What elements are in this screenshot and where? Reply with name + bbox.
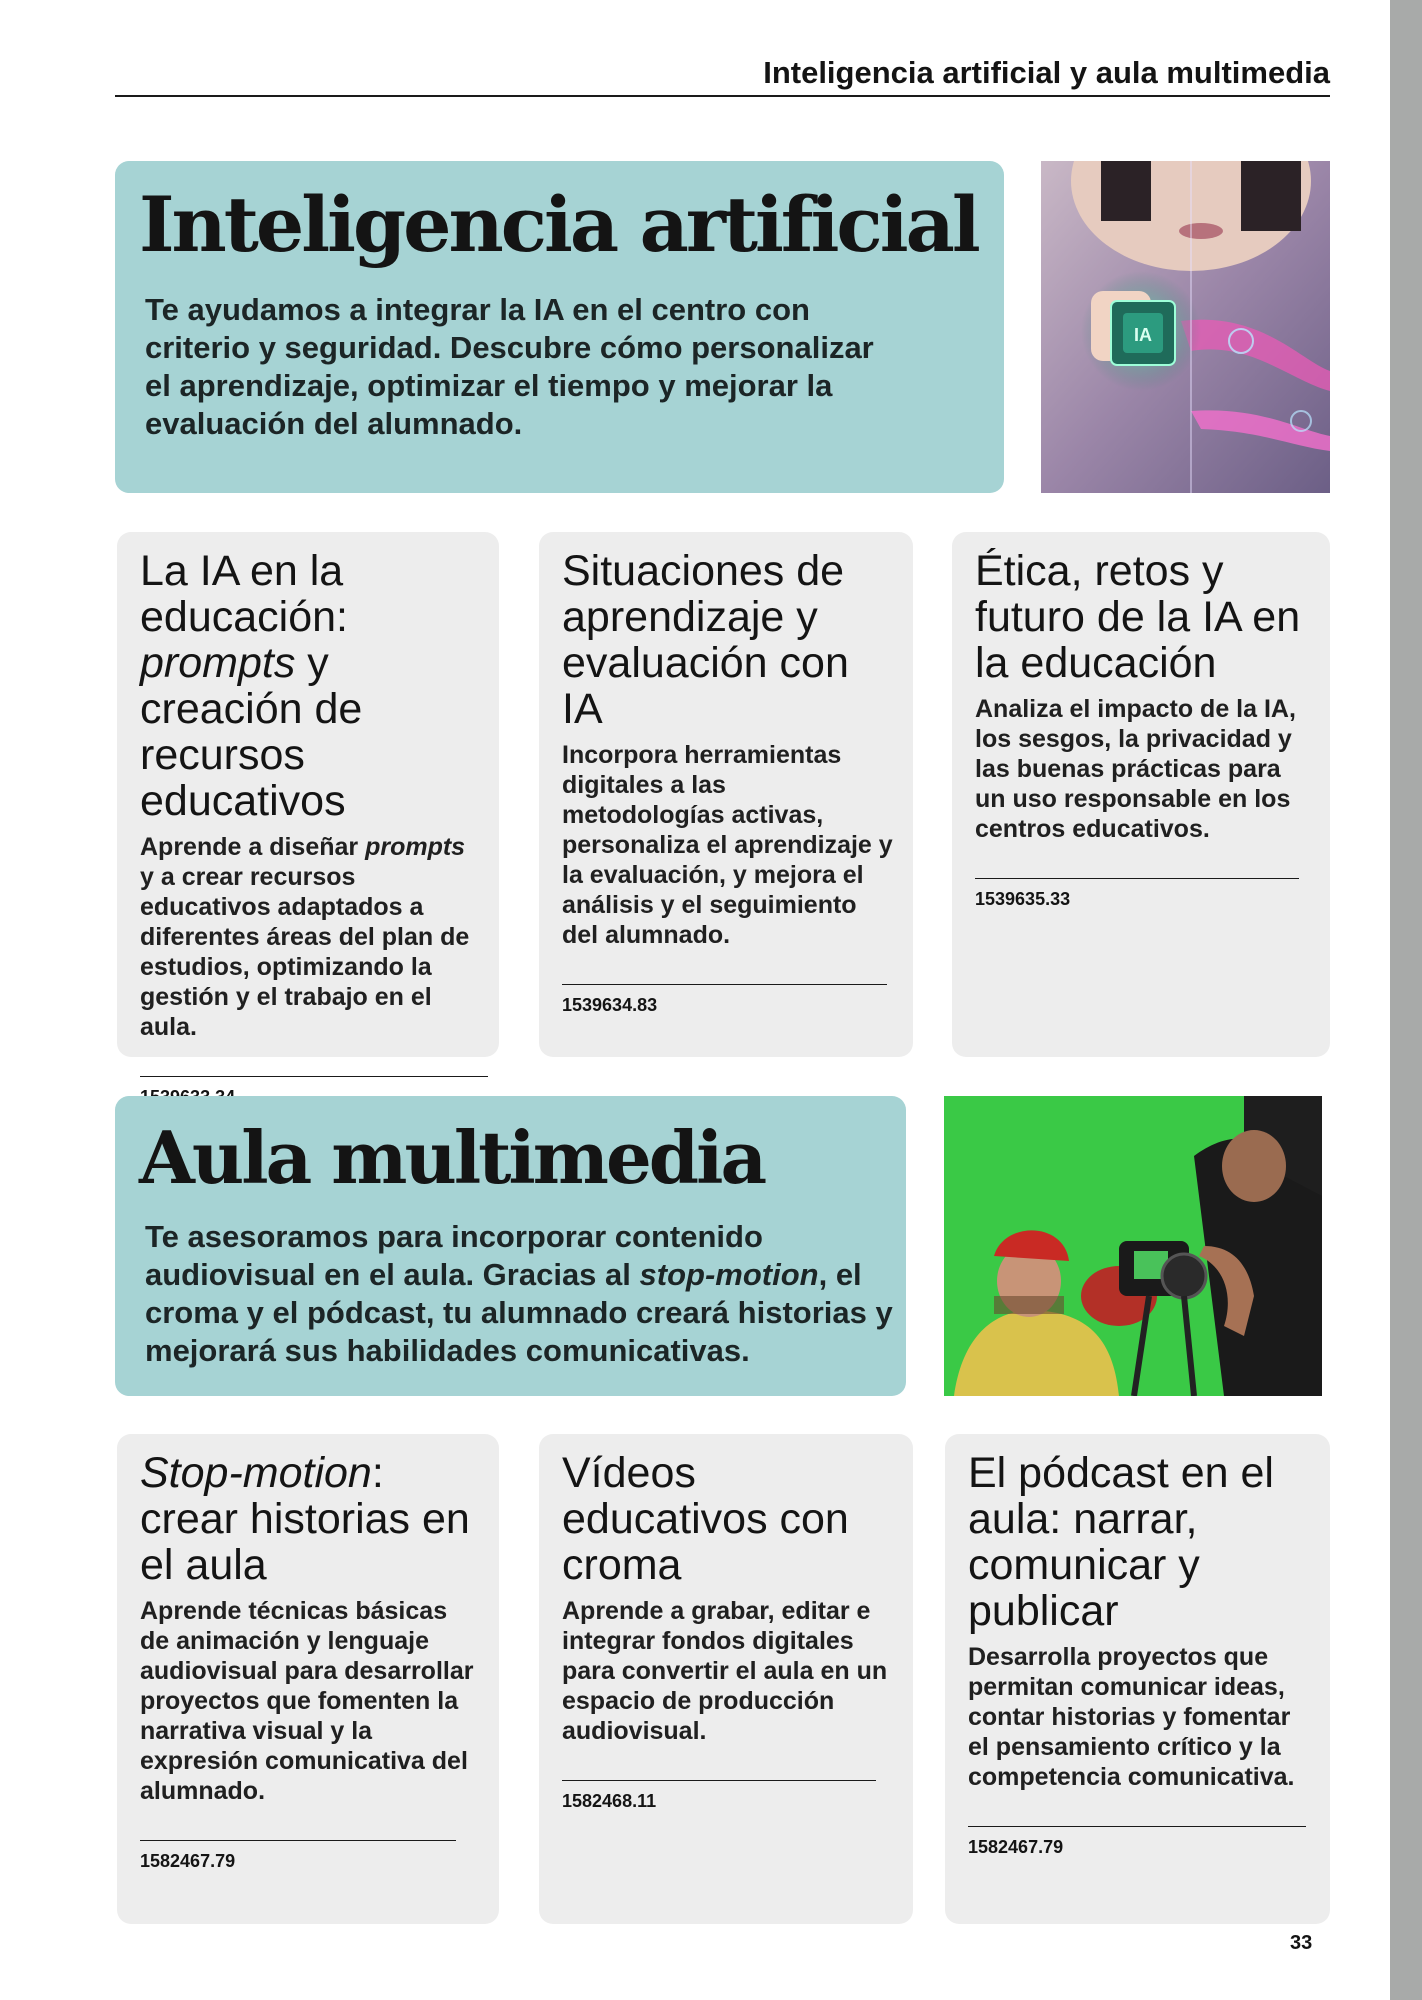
ia-chip-label: IA xyxy=(1134,325,1152,345)
course-code: 1539635.33 xyxy=(975,889,1071,909)
page-number: 33 xyxy=(1290,1932,1313,1954)
am-section-intro: Te asesoramos para incorporar contenido audiovisual en el aula. Gracias al stop-motion, el croma y el pódcast, tu alumnado creará historias y mejorará sus habilidades comunicativas. xyxy=(145,1219,893,1368)
ia-section-intro: Te ayudamos a integrar la IA en el centro con criterio y seguridad. Descubre cómo personalizar el aprendizaje, optimizar el tiempo y mejorar la evaluación del alumnado. xyxy=(145,292,874,441)
course-code: 1582467.79 xyxy=(140,1851,236,1871)
ia-photo xyxy=(1041,161,1330,493)
running-head: Inteligencia artificial y aula multimedia xyxy=(115,50,1330,97)
ia-photo-illustration xyxy=(1041,161,1330,493)
course-code: 1539634.83 xyxy=(562,995,658,1015)
course-card-title: El pódcast en el aula: narrar, comunicar y publicar xyxy=(968,1449,1274,1635)
course-card-description: Desarrolla proyectos que permitan comunicar ideas, contar historias y fomentar el pensamiento crítico y la competencia comunicativa. xyxy=(968,1643,1295,1791)
am-hero-panel xyxy=(115,1096,906,1396)
course-card-title: La IA en la educación: prompts y creación de recursos educativos xyxy=(140,547,363,825)
card-divider xyxy=(562,1780,876,1781)
course-card-ia-situaciones[interactable] xyxy=(539,532,913,1057)
course-card-am-podcast[interactable] xyxy=(945,1434,1330,1924)
card-divider xyxy=(140,1076,488,1077)
card-divider xyxy=(975,878,1299,879)
course-card-description: Incorpora herramientas digitales a las metodologías activas, personaliza el aprendizaje y la evaluación, y mejora el análisis y el seguimiento del alumnado. xyxy=(562,741,893,949)
course-card-title: Situaciones de aprendizaje y evaluación con IA xyxy=(562,547,849,733)
card-divider xyxy=(968,1826,1306,1827)
course-card-title: Ética, retos y futuro de la IA en la educación xyxy=(975,547,1301,687)
course-card-ia-etica[interactable] xyxy=(952,532,1330,1057)
page-edge-bar xyxy=(1390,0,1422,2000)
course-code: 1582468.11 xyxy=(562,1791,657,1811)
course-card-title: Vídeos educativos con croma xyxy=(562,1449,849,1589)
card-divider xyxy=(140,1840,456,1841)
am-section-title: Aula multimedia xyxy=(139,1115,765,1200)
ia-hero-panel xyxy=(115,161,1004,493)
card-divider xyxy=(562,984,887,985)
course-code: 1582467.79 xyxy=(968,1837,1064,1857)
am-photo xyxy=(944,1096,1322,1396)
course-card-description: Aprende a grabar, editar e integrar fondos digitales para convertir el aula en un espacio de producción audiovisual. xyxy=(562,1597,888,1745)
course-card-am-croma[interactable] xyxy=(539,1434,913,1924)
course-card-am-stopmotion[interactable] xyxy=(117,1434,499,1924)
ia-section-title: Inteligencia artificial xyxy=(139,180,978,269)
am-photo-illustration xyxy=(944,1096,1322,1396)
course-card-description: Aprende a diseñar prompts y a crear recursos educativos adaptados a diferentes áreas del plan de estudios, optimizando la gestión y el trabajo en el aula. xyxy=(140,833,470,1041)
course-card-ia-prompts[interactable] xyxy=(117,532,499,1057)
course-card-description: Aprende técnicas básicas de animación y lenguaje audiovisual para desarrollar proyectos que fomenten la narrativa visual y la expresión comunicativa del alumnado. xyxy=(140,1597,474,1805)
course-card-title: Stop-motion: crear historias en el aula xyxy=(140,1449,470,1589)
course-card-description: Analiza el impacto de la IA, los sesgos, la privacidad y las buenas prácticas para un uso responsable en los centros educativos. xyxy=(975,695,1296,843)
